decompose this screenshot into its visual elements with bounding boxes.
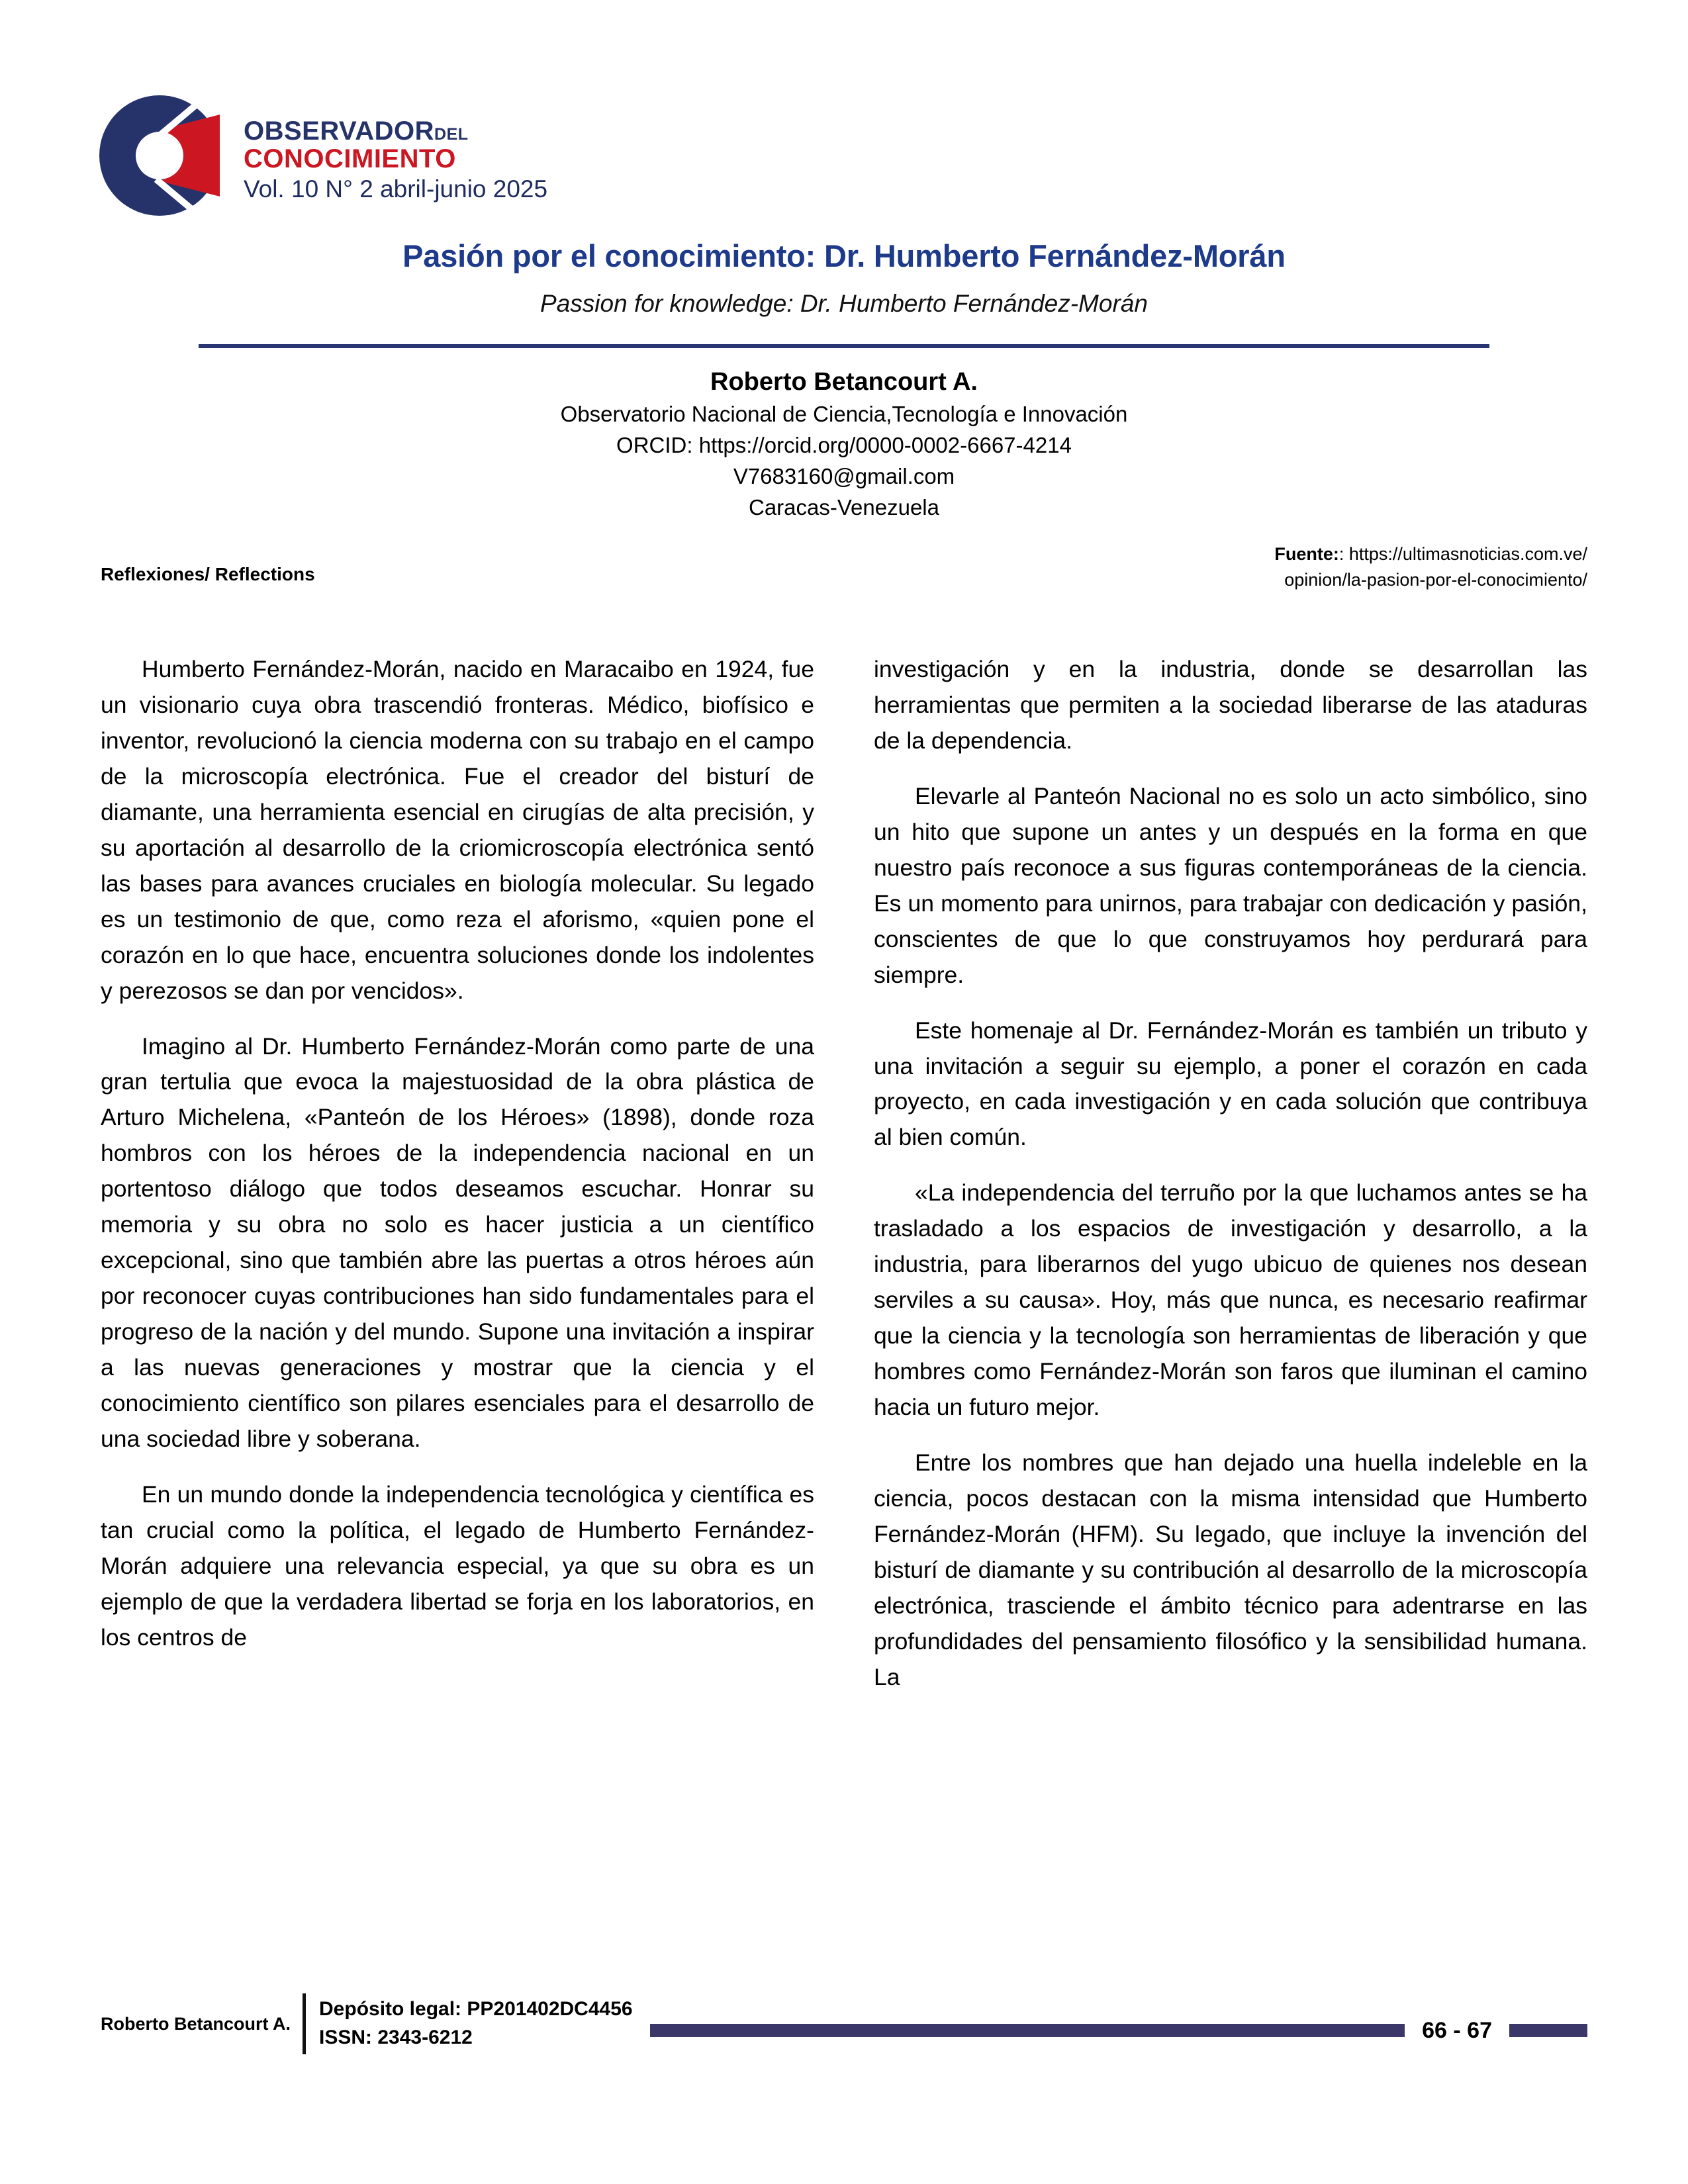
paragraph: «La independencia del terruño por la que luchamos antes se ha trasladado a los espacios de investigación y desarrollo, a la industria, para liberarnos del yugo ubicuo de quienes nos desean serviles a su causa». Hoy, más que nunca, es necesario reafirmar que la ciencia y la tecnología son herramientas de liberación y que hombres como Fernández-Morán son faros que iluminan el camino hacia un futuro mejor.	[874, 1179, 1587, 1421]
journal-name-line-1	[244, 118, 547, 144]
article-title-spanish: Pasión por el conocimiento: Dr. Humberto Fernández-Morán	[402, 238, 1286, 273]
paragraph: Entre los nombres que han dejado una huella indeleble en la ciencia, pocos destacan con la misma intensidad que Humberto Fernández-Morán (HFM). Su legado, que incluye la invención del bisturí de diamante y su contribución al desarrollo de la microscopía electrónica, trasciende el ámbito técnico para adentrarse en las profundidades del pensamiento filosófico y la sensibilidad humana. La	[874, 1449, 1587, 1690]
source-url-line-1[interactable]: : https://ultimasnoticias.com.ve/	[1338, 544, 1587, 564]
author-name: Roberto Betancourt A.	[710, 368, 978, 396]
title-divider-rule	[199, 344, 1489, 348]
paragraph: En un mundo donde la independencia tecnológica y científica es tan crucial como la política, el legado de Humberto Fernández-Morán adquiere una relevancia especial, ya que su obra es un ejemplo de que la verdadera libertad se forja en los laboratorios, en los centros de	[101, 1480, 814, 1651]
journal-wordmark	[244, 93, 547, 204]
left-column	[101, 652, 814, 1715]
source-url-line-2[interactable]: opinion/la-pasion-por-el-conocimiento/	[1284, 570, 1587, 590]
section-label: Reflexiones/ Reflections	[101, 564, 315, 584]
logo-center-hole-shape	[136, 132, 183, 179]
journal-name-observador: OBSERVADOR	[244, 116, 435, 146]
article-body	[101, 652, 1587, 1715]
paragraph: Humberto Fernández-Morán, nacido en Maracaibo en 1924, fue un visionario cuya obra trascendió fronteras. Médico, biofísico e inventor, revolucionó la ciencia moderna con su trabajo en el campo de la microscopía electrónica. Fue el creador del bisturí de diamante, una herramienta esencial en cirugías de alta precisión, y su aportación al desarrollo de la criomicroscopía electrónica sentó las bases para avances cruciales en biología molecular. Su legado es un testimonio de que, como reza el aforismo, «quien pone el corazón en lo que hace, encuentra soluciones donde los indolentes y perezosos se dan por vencidos».	[101, 656, 814, 1004]
author-block	[199, 365, 1489, 523]
journal-masthead	[99, 93, 547, 216]
footer-rule-left	[650, 2024, 1405, 2037]
journal-name-conocimiento: CONOCIMIENTO	[244, 144, 456, 173]
article-title-block	[199, 237, 1489, 320]
paragraph: investigación y en la industria, donde se desarrollan las herramientas que permiten a la sociedad liberarse de las ataduras de la dependencia.	[874, 656, 1587, 754]
footer-rule-right	[1509, 2024, 1587, 2037]
footer-legal-block	[306, 1995, 633, 2052]
footer-author-name: Roberto Betancourt A.	[101, 2013, 291, 2034]
paragraph: Elevarle al Panteón Nacional no es solo un acto simbólico, sino un hito que supone un antes y un después en la forma en que nuestro país reconoce a sus figuras contemporáneas de la ciencia. Es un momento para unirnos, para trabajar con dedicación y pasión, conscientes de que lo que construyamos hoy perdurará para siempre.	[874, 782, 1587, 988]
observador-logo-icon	[99, 95, 220, 216]
author-affiliation: Observatorio Nacional de Ciencia,Tecnología e Innovación	[560, 402, 1128, 427]
author-orcid[interactable]: ORCID: https://orcid.org/0000-0002-6667-4214	[616, 433, 1072, 458]
journal-volume-line: Vol. 10 N° 2 abril-junio 2025	[244, 175, 548, 203]
article-title-english: Passion for knowledge: Dr. Humberto Fernández-Morán	[540, 289, 1148, 317]
author-email[interactable]: V7683160@gmail.com	[733, 464, 955, 489]
footer-page-range: 66 - 67	[1422, 2017, 1492, 2043]
journal-name-del: DEL	[434, 125, 469, 144]
right-column	[874, 652, 1587, 1715]
paragraph: Este homenaje al Dr. Fernández-Morán es también un tributo y una invitación a seguir su ejemplo, a poner el corazón en cada proyecto, en cada investigación y en cada solución que contribuya al bien común.	[874, 1017, 1587, 1151]
footer-deposito-legal: Depósito legal: PP201402DC4456	[319, 1998, 633, 2021]
page-footer	[101, 1984, 1587, 2064]
footer-issn: ISSN: 2343-6212	[319, 2026, 473, 2048]
paragraph: Imagino al Dr. Humberto Fernández-Morán como parte de una gran tertulia que evoca la majestuosidad de la obra plástica de Arturo Michelena, «Panteón de los Héroes» (1898), donde roza hombros con los héroes de la independencia nacional en un portentoso diálogo que todos deseamos escuchar. Honrar su memoria y su obra no solo es hacer justicia a un científico excepcional, sino que también abre las puertas a otros héroes aún por reconocer cuyas contribuciones han sido fundamentales para el progreso de la nación y del mundo. Supone una invitación a inspirar a las nuevas generaciones y mostrar que la ciencia y el conocimiento científico son pilares esenciales para el desarrollo de una sociedad libre y soberana.	[101, 1032, 814, 1453]
source-note	[1124, 541, 1587, 593]
author-location: Caracas-Venezuela	[748, 494, 939, 520]
source-label: Fuente:	[1274, 544, 1339, 564]
